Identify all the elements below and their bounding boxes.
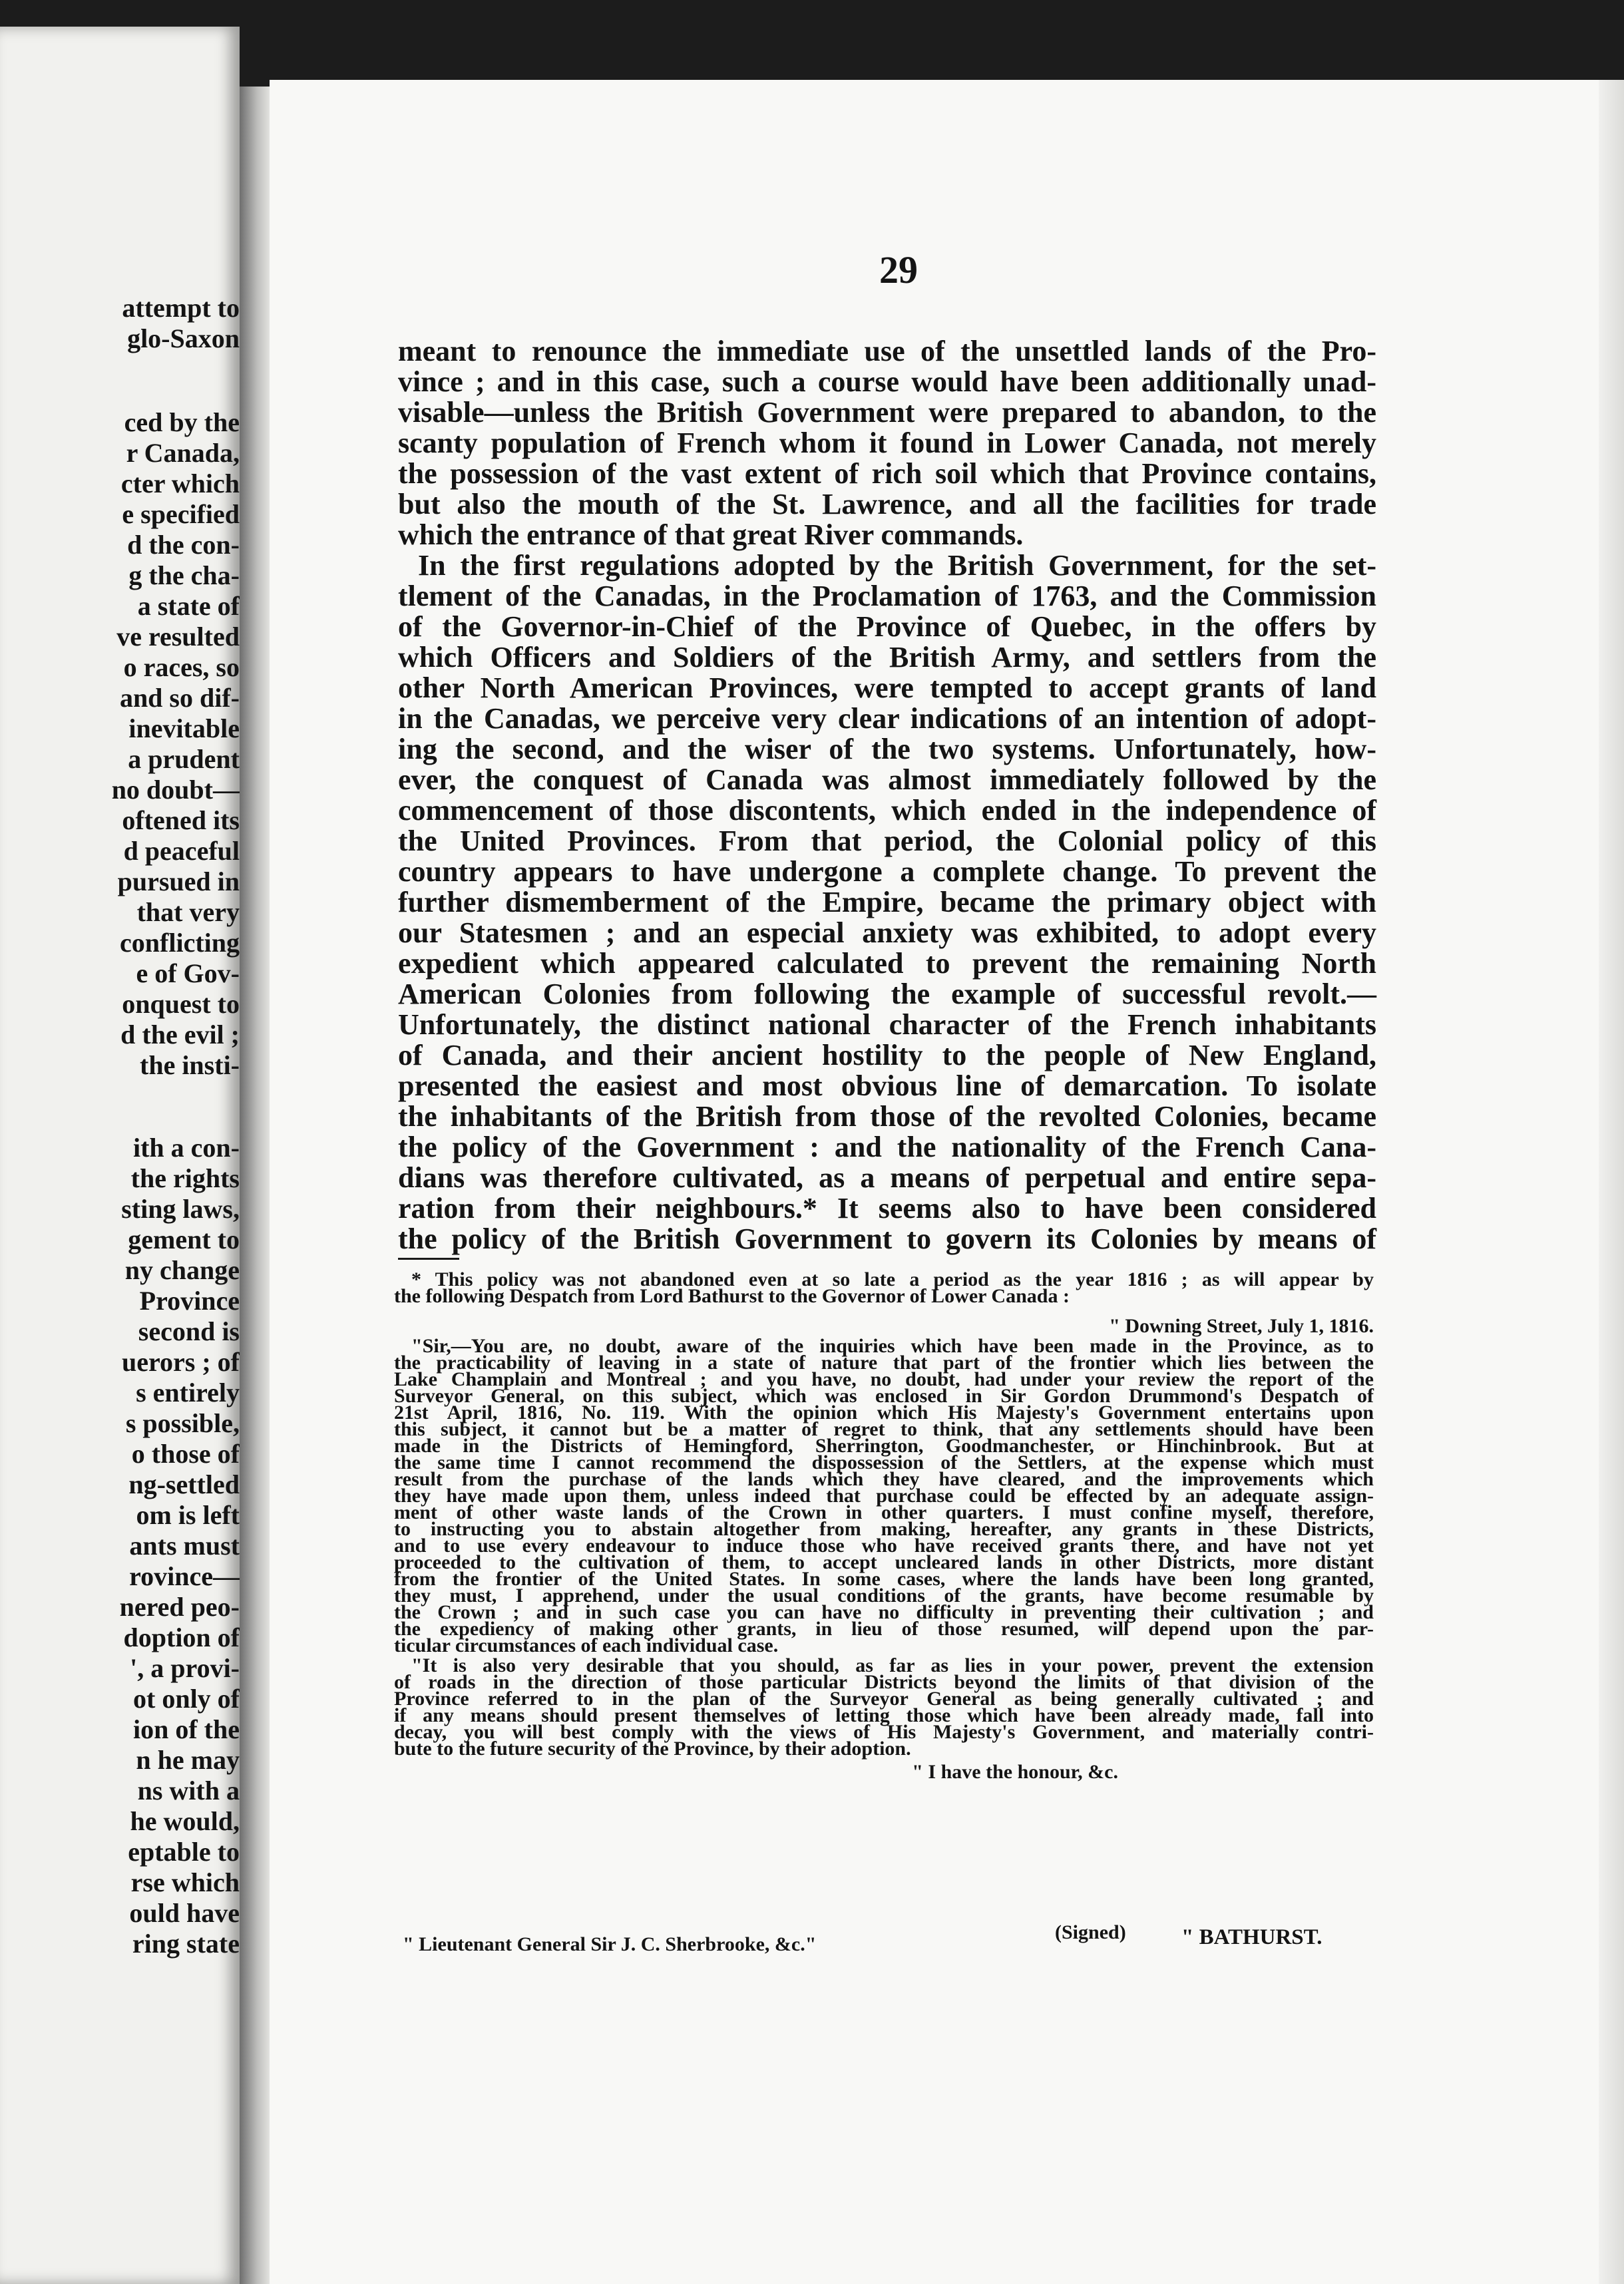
left-page-line: gement to xyxy=(128,1225,240,1254)
left-page-line: e of Gov- xyxy=(136,958,240,988)
left-page-line: g the cha- xyxy=(128,560,240,590)
body-line: country appears to have undergone a complete change. To prevent the xyxy=(398,855,1376,888)
footnote-line: ticular circumstances of each individual case. xyxy=(394,1634,779,1656)
left-page-line: ng-settled xyxy=(128,1469,240,1499)
footnote-line: * This policy was not abandoned even at so late a period as the year 1816 ; as will appear by xyxy=(411,1268,1374,1290)
body-line: expedient which appeared calculated to prevent the remaining North xyxy=(398,947,1376,980)
left-page-line: ring state xyxy=(132,1929,240,1959)
recipient: " Lieutenant General Sir J. C. Sherbrooke, &c." xyxy=(403,1933,817,1955)
footnote-line: this subject, it cannot but be a matter of regret to think, that any settlements should have been xyxy=(394,1418,1374,1440)
footnote-line: the practicability of leaving in a state of nature that part of the frontier which lies between the xyxy=(394,1352,1374,1374)
body-line: presented the easiest and most obvious line of demarcation. To isolate xyxy=(398,1069,1376,1102)
footnote-line: 21st April, 1816, No. 119. With the opinion which His Majesty's Government entertains upon xyxy=(394,1402,1374,1424)
left-page-line: and so dif- xyxy=(119,683,240,713)
left-page-line: d the con- xyxy=(127,530,240,560)
left-page-line: onquest to xyxy=(122,989,240,1019)
left-page-line: conflicting xyxy=(120,928,240,958)
body-line: scanty population of French whom it found in Lower Canada, not merely xyxy=(398,427,1376,459)
left-page-line: o races, so xyxy=(123,652,240,682)
left-page-line: ith a con- xyxy=(133,1133,240,1163)
left-page-line: eptable to xyxy=(128,1837,240,1867)
left-page-line: d the evil ; xyxy=(120,1020,240,1049)
left-page-line: r Canada, xyxy=(126,438,240,468)
left-page-line: the rights xyxy=(130,1163,240,1193)
left-page-line: n he may xyxy=(136,1745,240,1775)
left-page-line: Province xyxy=(139,1286,240,1316)
body-line: Unfortunately, the distinct national character of the French inhabitants xyxy=(398,1008,1376,1041)
footnote-line: they have made upon them, unless indeed that purchase could be effected by an adequate assign- xyxy=(394,1485,1374,1507)
left-page-line: o those of xyxy=(131,1439,240,1469)
left-page-line: sting laws, xyxy=(121,1194,240,1224)
footnote-line: "It is also very desirable that you should, as far as lies in your power, prevent the extension xyxy=(411,1654,1374,1676)
left-page-line: nered peo- xyxy=(119,1592,240,1622)
left-page-line: ould have xyxy=(129,1898,240,1928)
body-line: the policy of the British Government to govern its Colonies by means of xyxy=(398,1223,1376,1255)
body-line: but also the mouth of the St. Lawrence, and all the facilities for trade xyxy=(398,488,1376,520)
footnote-line: bute to the future security of the Province, by their adoption. xyxy=(394,1738,911,1760)
footnote-line: Lake Champlain and Montreal ; and you have, no doubt, had under your review the report of the xyxy=(394,1368,1374,1390)
footnote-line: made in the Districts of Hemingford, Sherrington, Goodmanchester, or Hinchinbrook. But at xyxy=(394,1435,1374,1457)
body-line: the possession of the vast extent of rich soil which that Province contains, xyxy=(398,457,1376,490)
body-line: ing the second, and the wiser of the two systems. Unfortunately, how- xyxy=(398,733,1376,765)
body-line: the United Provinces. From that period, the Colonial policy of this xyxy=(398,825,1376,857)
footnote-line: result from the purchase of the lands which they have cleared, and the improvements which xyxy=(394,1468,1374,1490)
left-page-line: second is xyxy=(138,1316,240,1346)
left-page-line: doption of xyxy=(123,1622,240,1652)
signature-row xyxy=(403,1921,1374,1960)
body-line: In the first regulations adopted by the British Government, for the set- xyxy=(418,549,1376,582)
body-line: which Officers and Soldiers of the British Army, and settlers from the xyxy=(398,641,1376,673)
body-line: our Statesmen ; and an especial anxiety was exhibited, to adopt every xyxy=(398,916,1376,949)
signatory: " BATHURST. xyxy=(1181,1925,1322,1949)
footnote-line: proceeded to the cultivation of them, to accept uncleared lands in other Districts, more distant xyxy=(394,1551,1374,1573)
left-page-line: ion of the xyxy=(133,1714,240,1744)
body-line: the policy of the Government : and the nationality of the French Cana- xyxy=(398,1131,1376,1163)
footnote-line: the same time I cannot recommend the dispossession of the Settlers, at the expense which must xyxy=(394,1451,1374,1473)
body-line: further dismemberment of the Empire, became the primary object with xyxy=(398,886,1376,918)
body-line: which the entrance of that great River commands. xyxy=(398,518,1024,551)
left-page-line: inevitable xyxy=(128,713,240,743)
body-line: American Colonies from following the example of successful revolt.— xyxy=(398,978,1376,1010)
footnote-line: if any means should present themselves of letting those which have been already made, fall into xyxy=(394,1704,1374,1726)
left-page-line: rovince— xyxy=(129,1561,240,1591)
body-line: tlement of the Canadas, in the Proclamation of 1763, and the Commission xyxy=(398,580,1376,612)
footnote-line: the expediency of making other grants, in lieu of those resumed, will depend upon the par- xyxy=(394,1618,1374,1640)
left-page-line: that very xyxy=(136,897,240,927)
footnote-line: and to use every endeavour to induce those who have received grants there, and have not yet xyxy=(394,1535,1374,1557)
footnote-line: the following Despatch from Lord Bathurst to the Governor of Lower Canada : xyxy=(394,1285,1070,1307)
body-line: of the Governor-in-Chief of the Province of Quebec, in the offers by xyxy=(398,610,1376,643)
footnote-line: decay, you will best comply with the views of His Majesty's Government, and materially contri- xyxy=(394,1721,1374,1743)
body-line: in the Canadas, we perceive very clear indications of an intention of adopt- xyxy=(398,702,1376,735)
left-page-line: ve resulted xyxy=(116,622,240,652)
body-line: ration from their neighbours.* It seems also to have been considered xyxy=(398,1192,1376,1225)
footnote-line: " Downing Street, July 1, 1816. xyxy=(1109,1315,1374,1337)
left-page xyxy=(0,27,240,2284)
footnote-line: the Crown ; and in such case you can have no difficulty in preventing their cultivation ; and xyxy=(394,1601,1374,1623)
closing-honour: " I have the honour, &c. xyxy=(912,1761,1118,1783)
footnote-rule xyxy=(398,1258,459,1260)
left-page-line: pursued in xyxy=(117,866,240,896)
left-page-line: ny change xyxy=(124,1255,240,1285)
left-page-line: a state of xyxy=(137,591,240,621)
body-line: meant to renounce the immediate use of the unsettled lands of the Pro- xyxy=(398,335,1376,367)
book-gutter xyxy=(240,87,272,2284)
left-page-line: glo-Saxon xyxy=(127,323,240,353)
left-page-line: om is left xyxy=(136,1500,240,1530)
footnote-line: Surveyor General, on this subject, which was enclosed in Sir Gordon Drummond's Despatch of xyxy=(394,1385,1374,1407)
body-line: other North American Provinces, were tempted to accept grants of land xyxy=(398,671,1376,704)
page-number: 29 xyxy=(879,248,918,291)
left-page-line: rse which xyxy=(130,1867,240,1897)
footnote-line: from the frontier of the United States. In some cases, where the lands have been long granted, xyxy=(394,1568,1374,1590)
left-page-line: e specified xyxy=(122,499,240,529)
left-page-line: oftened its xyxy=(122,805,240,835)
body-line: vince ; and in this case, such a course would have been additionally unad- xyxy=(398,365,1376,398)
body-line: commencement of those discontents, which ended in the independence of xyxy=(398,794,1376,827)
left-page-line: he would, xyxy=(130,1806,240,1836)
left-page-line: a prudent xyxy=(128,744,240,774)
left-page-line: ants must xyxy=(129,1531,240,1561)
left-page-line: d peaceful xyxy=(123,836,240,866)
left-page-line: uerors ; of xyxy=(122,1347,240,1377)
left-page-line: cter which xyxy=(120,469,240,498)
body-line: visable—unless the British Government were prepared to abandon, to the xyxy=(398,396,1376,429)
footnote-line: they must, I apprehend, under the usual conditions of the grants, have become resumable by xyxy=(394,1585,1374,1607)
footnote-line: ment of other waste lands of the Crown in other quarters. I must confine myself, therefore, xyxy=(394,1501,1374,1523)
body-line: ever, the conquest of Canada was almost immediately followed by the xyxy=(398,763,1376,796)
body-line: of Canada, and their ancient hostility to the people of New England, xyxy=(398,1039,1376,1071)
left-page-line: ', a provi- xyxy=(130,1653,240,1683)
left-page-line: s entirely xyxy=(136,1378,240,1408)
body-line: the inhabitants of the British from those of the revolted Colonies, became xyxy=(398,1100,1376,1133)
left-page-line: ns with a xyxy=(137,1776,240,1806)
left-page-line: ot only of xyxy=(133,1684,240,1714)
footnote-line: Province referred to in the plan of the Surveyor General as being generally cultivated ; and xyxy=(394,1688,1374,1710)
left-page-line: no doubt— xyxy=(111,775,240,805)
left-page-line: s possible, xyxy=(125,1408,240,1438)
page-edge xyxy=(1599,80,1624,2284)
left-page-line: attempt to xyxy=(122,293,240,323)
footnote-line: of roads in the direction of those particular Districts beyond the limits of that division of the xyxy=(394,1671,1374,1693)
body-line: dians was therefore cultivated, as a means of perpetual and entire sepa- xyxy=(398,1161,1376,1194)
footnote-line: "Sir,—You are, no doubt, aware of the inquiries which have been made in the Province, as to xyxy=(411,1335,1374,1357)
footnote-line: to instructing you to abstain altogether from making, hereafter, any grants in these Districts, xyxy=(394,1518,1374,1540)
left-page-line: the insti- xyxy=(140,1050,240,1080)
signed-label: (Signed) xyxy=(1055,1921,1126,1943)
left-page-line: ced by the xyxy=(124,407,240,437)
